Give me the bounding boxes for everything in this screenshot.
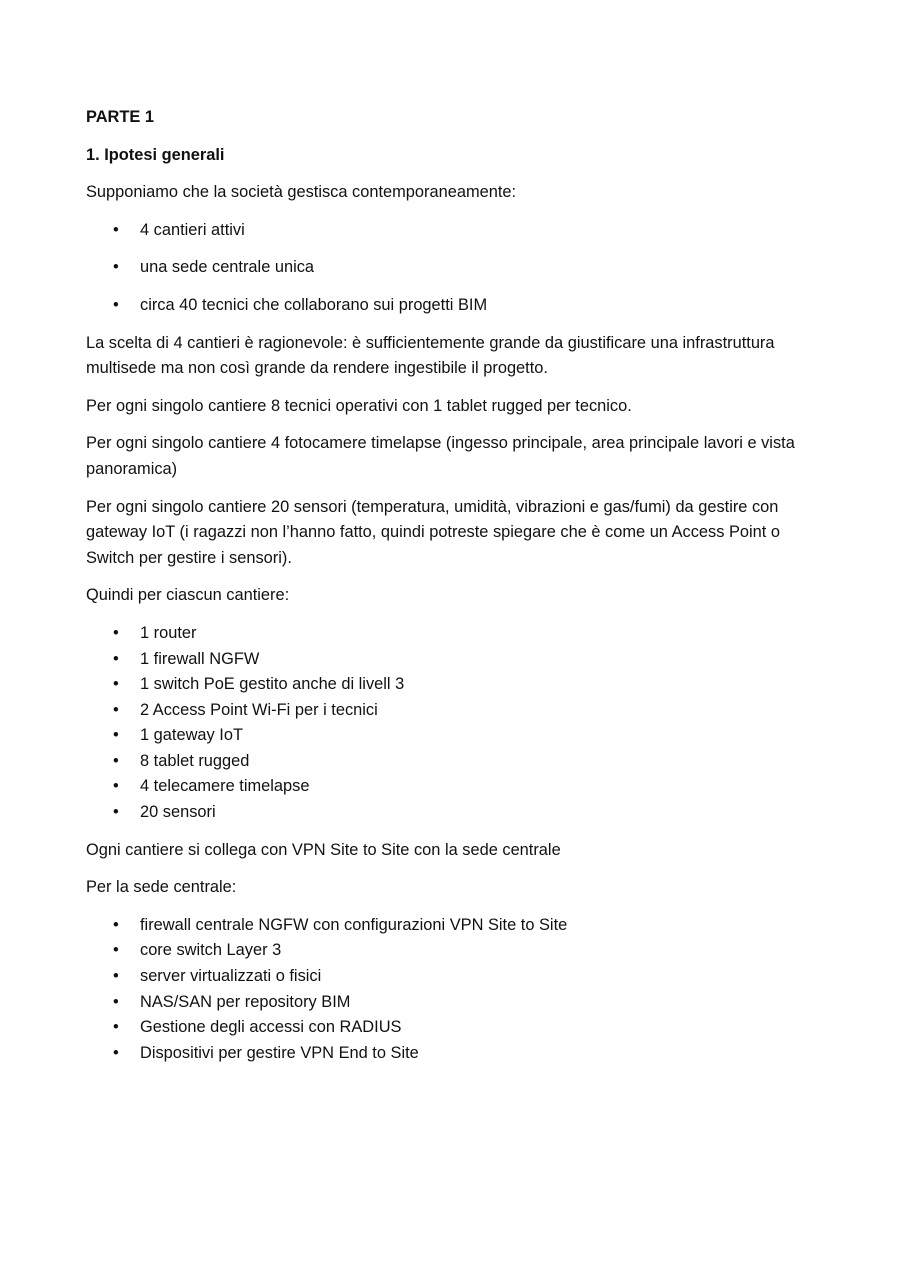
site-intro-paragraph: Quindi per ciascun cantiere: [86,586,290,605]
list-item: • 1 gateway IoT [86,723,816,749]
list-item: • Gestione degli accessi con RADIUS [86,1015,816,1041]
section-title: 1. Ipotesi generali [86,145,225,164]
list-item: • 4 cantieri attivi [86,218,816,244]
list-item: • 1 firewall NGFW [86,647,816,673]
cameras-paragraph: Per ogni singolo cantiere 4 fotocamere timelapse (ingesso principale, area principale lavori e vista panoramica) [86,434,795,478]
tablets-paragraph: Per ogni singolo cantiere 8 tecnici operativi con 1 tablet rugged per tecnico. [86,396,632,415]
vpn-paragraph: Ogni cantiere si collega con VPN Site to Site con la sede centrale [86,840,561,859]
hq-intro-paragraph: Per la sede centrale: [86,878,237,897]
list-item: • firewall centrale NGFW con configurazioni VPN Site to Site [86,913,816,939]
list-item: • 2 Access Point Wi-Fi per i tecnici [86,698,816,724]
list-item: • 1 router [86,621,816,647]
list-item: • 20 sensori [86,800,816,826]
list-item: • NAS/SAN per repository BIM [86,990,816,1016]
document-page [86,105,816,1078]
intro-paragraph: Supponiamo che la società gestisca contemporaneamente: [86,183,517,202]
choice-paragraph: La scelta di 4 cantieri è ragionevole: è sufficientemente grande da giustificare una infrastruttura multisede ma non così grande da rendere ingestibile il progetto. [86,333,775,378]
site-equipment-list [86,621,816,826]
sensors-paragraph: Per ogni singolo cantiere 20 sensori (temperatura, umidità, vibrazioni e gas/fumi) da gestire con gateway IoT (i ragazzi non l’hanno fatto, quindi potreste spiegare che è come un Access Point o Switch per gestire i sensori). [86,497,780,567]
general-list [86,218,816,319]
list-item: • server virtualizzati o fisici [86,964,816,990]
part-title: PARTE 1 [86,108,155,126]
list-item: • una sede centrale unica [86,255,816,281]
list-item: • 8 tablet rugged [86,749,816,775]
list-item: • 4 telecamere timelapse [86,774,816,800]
list-item: • 1 switch PoE gestito anche di livell 3 [86,672,816,698]
list-item: • Dispositivi per gestire VPN End to Site [86,1041,816,1067]
list-item: • circa 40 tecnici che collaborano sui progetti BIM [86,293,816,319]
list-item: • core switch Layer 3 [86,938,816,964]
hq-equipment-list [86,913,816,1067]
